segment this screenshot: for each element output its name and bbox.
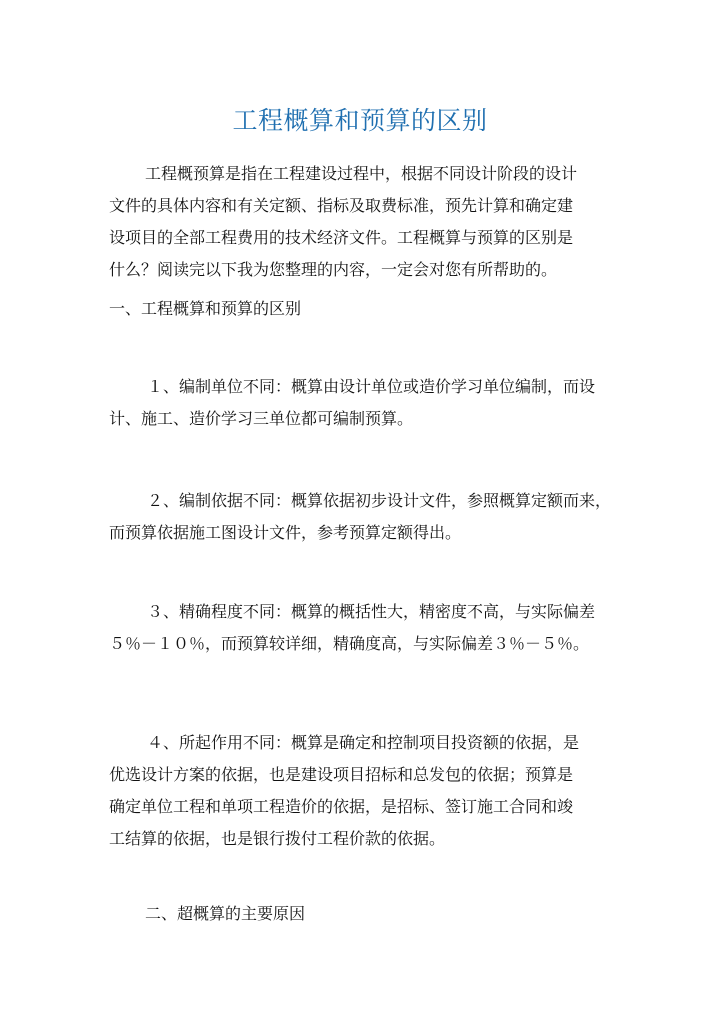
item-line: 计、施工、造价学习三单位都可编制预算。 <box>109 409 414 428</box>
item-line: 工结算的依据，也是银行拨付工程价款的依据。 <box>109 829 446 848</box>
item-line: ２、编制依据不同：概算依据初步设计文件，参照概算定额而来， <box>147 491 612 510</box>
intro-line: 什么？阅读完以下我为您整理的内容，一定会对您有所帮助的。 <box>109 260 558 279</box>
item-line: ３、精确程度不同：概算的概括性大，精密度不高，与实际偏差 <box>147 602 596 621</box>
item-line: 确定单位工程和单项工程造价的依据，是招标、签订施工合同和竣 <box>109 797 574 816</box>
item-line: １、编制单位不同：概算由设计单位或造价学习单位编制，而设 <box>147 377 596 396</box>
item-line: ４、所起作用不同：概算是确定和控制项目投资额的依据，是 <box>147 733 580 752</box>
item-2-paragraph <box>109 485 615 549</box>
item-line: 优选设计方案的依据，也是建设项目招标和总发包的依据；预算是 <box>109 765 574 784</box>
intro-line: 工程概预算是指在工程建设过程中，根据不同设计阶段的设计 <box>145 164 578 183</box>
document-title: 工程概算和预算的区别 <box>232 105 488 135</box>
section-heading-1: 一、工程概算和预算的区别 <box>109 299 302 318</box>
item-line: 而预算依据施工图设计文件，参考预算定额得出。 <box>109 523 462 542</box>
section-heading-2: 二、超概算的主要原因 <box>145 904 306 923</box>
item-3-paragraph <box>109 596 615 660</box>
item-1-paragraph <box>109 371 615 435</box>
intro-paragraph <box>109 158 615 286</box>
item-line: ５％－１０％，而预算较详细，精确度高，与实际偏差３％－５％。 <box>109 634 590 653</box>
intro-line: 文件的具体内容和有关定额、指标及取费标准，预先计算和确定建 <box>109 196 574 215</box>
item-4-paragraph <box>109 727 615 855</box>
intro-line: 设项目的全部工程费用的技术经济文件。工程概算与预算的区别是 <box>109 228 574 247</box>
